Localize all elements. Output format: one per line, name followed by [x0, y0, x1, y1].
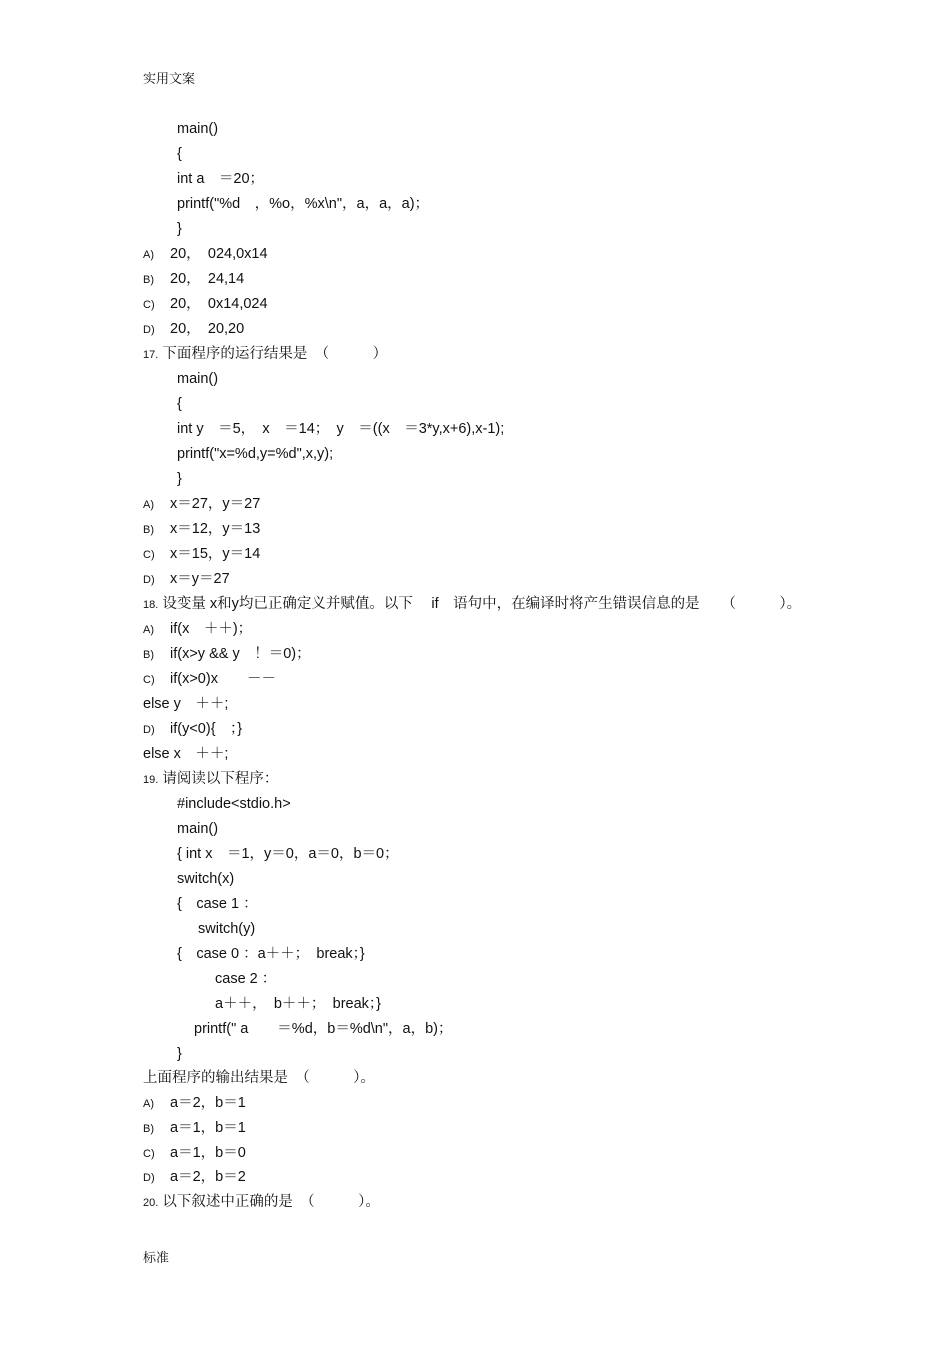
option-text: a＝2，b＝1 [170, 1095, 246, 1111]
option-text: if(x>y && y ！＝0)； [170, 646, 311, 662]
q19-question: 上面程序的输出结果是 （ ）。 [143, 1070, 375, 1086]
option-text: if(x ＋＋)； [170, 621, 253, 637]
option-letter: B) [143, 649, 154, 661]
q17-option-a [143, 495, 260, 514]
option-text: x＝15，y＝14 [170, 546, 261, 562]
q19-code-line-7: { case 0 ：a＋＋； break；} [177, 946, 365, 962]
q16-code-line-1: main() [177, 121, 219, 137]
option-letter: A) [143, 1098, 154, 1110]
q16-code-line-5: } [177, 221, 182, 237]
q18-option-a [143, 620, 252, 639]
option-letter: B) [143, 524, 154, 536]
question-number: 19. [143, 774, 159, 786]
option-letter: C) [143, 299, 155, 311]
q20-stem [143, 1193, 380, 1212]
q16-code-line-2: { [177, 146, 182, 162]
option-letter: D) [143, 1172, 155, 1184]
question-text: 请阅读以下程序： [162, 771, 279, 787]
option-text: x＝12，y＝13 [170, 521, 261, 537]
q19-code-line-10: printf(" a ＝%d，b＝%d\n"，a，b)； [194, 1021, 453, 1037]
option-text: 20， 24,14 [170, 271, 245, 287]
q19-option-c [143, 1144, 246, 1163]
option-letter: D) [143, 324, 155, 336]
q16-option-a [143, 245, 268, 264]
q19-code-line-1: #include<stdio.h> [177, 796, 291, 812]
option-letter: B) [143, 1123, 154, 1135]
option-letter: C) [143, 549, 155, 561]
q19-code-line-5: { case 1 ： [177, 896, 258, 912]
option-text: 20， 0x14,024 [170, 296, 268, 312]
q17-stem [143, 345, 387, 364]
q19-code-line-11: } [177, 1046, 182, 1062]
q19-code-line-8: case 2 ： [215, 971, 277, 987]
option-text: a＝2，b＝2 [170, 1169, 246, 1185]
q16-code-line-4: printf("%d ，%o，%x\n"，a，a，a)； [177, 196, 430, 212]
q17-option-d [143, 570, 230, 589]
option-letter: C) [143, 674, 155, 686]
q19-option-a [143, 1094, 246, 1113]
q18-option-d [143, 720, 242, 739]
option-text: 20， 20,20 [170, 321, 245, 337]
question-text: 以下叙述中正确的是 （ ）。 [162, 1194, 380, 1210]
option-text: a＝1，b＝0 [170, 1145, 246, 1161]
page-footer: 标准 [143, 1250, 170, 1265]
question-number: 20. [143, 1197, 159, 1209]
q19-code-line-6: switch(y) [198, 921, 256, 937]
q19-code-line-3: { int x ＝1，y＝0，a＝0，b＝0； [177, 846, 399, 862]
q18-option-b [143, 645, 311, 664]
question-text: 下面程序的运行结果是 （ ） [162, 346, 388, 362]
option-letter: D) [143, 574, 155, 586]
q16-option-d [143, 320, 244, 339]
option-letter: C) [143, 1148, 155, 1160]
q17-option-c [143, 545, 260, 564]
q17-code-line-2: { [177, 396, 182, 412]
option-text: if(y<0){ ；} [170, 721, 243, 737]
q19-code-line-2: main() [177, 821, 219, 837]
q17-code-line-5: } [177, 471, 182, 487]
q17-code-line-3: int y ＝5， x ＝14； y ＝((x ＝3*y,x+6),x-1); [177, 421, 505, 437]
q19-code-line-9: a＋＋， b＋＋； break；} [215, 996, 381, 1012]
option-text: if(x>0)x －－ [170, 671, 276, 687]
q16-code-line-3: int a ＝20； [177, 171, 265, 187]
q18-option-c-else: else y ＋＋; [143, 696, 229, 712]
option-letter: D) [143, 724, 155, 736]
option-text: x＝y＝27 [170, 571, 230, 587]
q18-stem [143, 595, 801, 614]
q19-option-b [143, 1119, 246, 1138]
q16-option-b [143, 270, 244, 289]
q18-option-c [143, 670, 276, 689]
option-letter: A) [143, 499, 154, 511]
q17-code-line-1: main() [177, 371, 219, 387]
option-text: 20， 024,0x14 [170, 246, 268, 262]
option-letter: A) [143, 249, 154, 261]
option-letter: B) [143, 274, 154, 286]
page-header: 实用文案 [143, 71, 196, 86]
option-text: a＝1，b＝1 [170, 1120, 246, 1136]
question-number: 17. [143, 349, 159, 361]
q19-option-d [143, 1168, 246, 1187]
option-letter: A) [143, 624, 154, 636]
q19-stem [143, 770, 278, 789]
q19-code-line-4: switch(x) [177, 871, 235, 887]
option-text: x＝27，y＝27 [170, 496, 261, 512]
q17-option-b [143, 520, 260, 539]
question-number: 18. [143, 599, 159, 611]
q18-option-d-else: else x ＋＋; [143, 746, 229, 762]
q17-code-line-4: printf("x=%d,y=%d",x,y); [177, 446, 334, 462]
question-text: 设变量 x和y均已正确定义并赋值。以下 if 语句中，在编译时将产生错误信息的是 （ ）。 [162, 596, 802, 612]
q16-option-c [143, 295, 268, 314]
